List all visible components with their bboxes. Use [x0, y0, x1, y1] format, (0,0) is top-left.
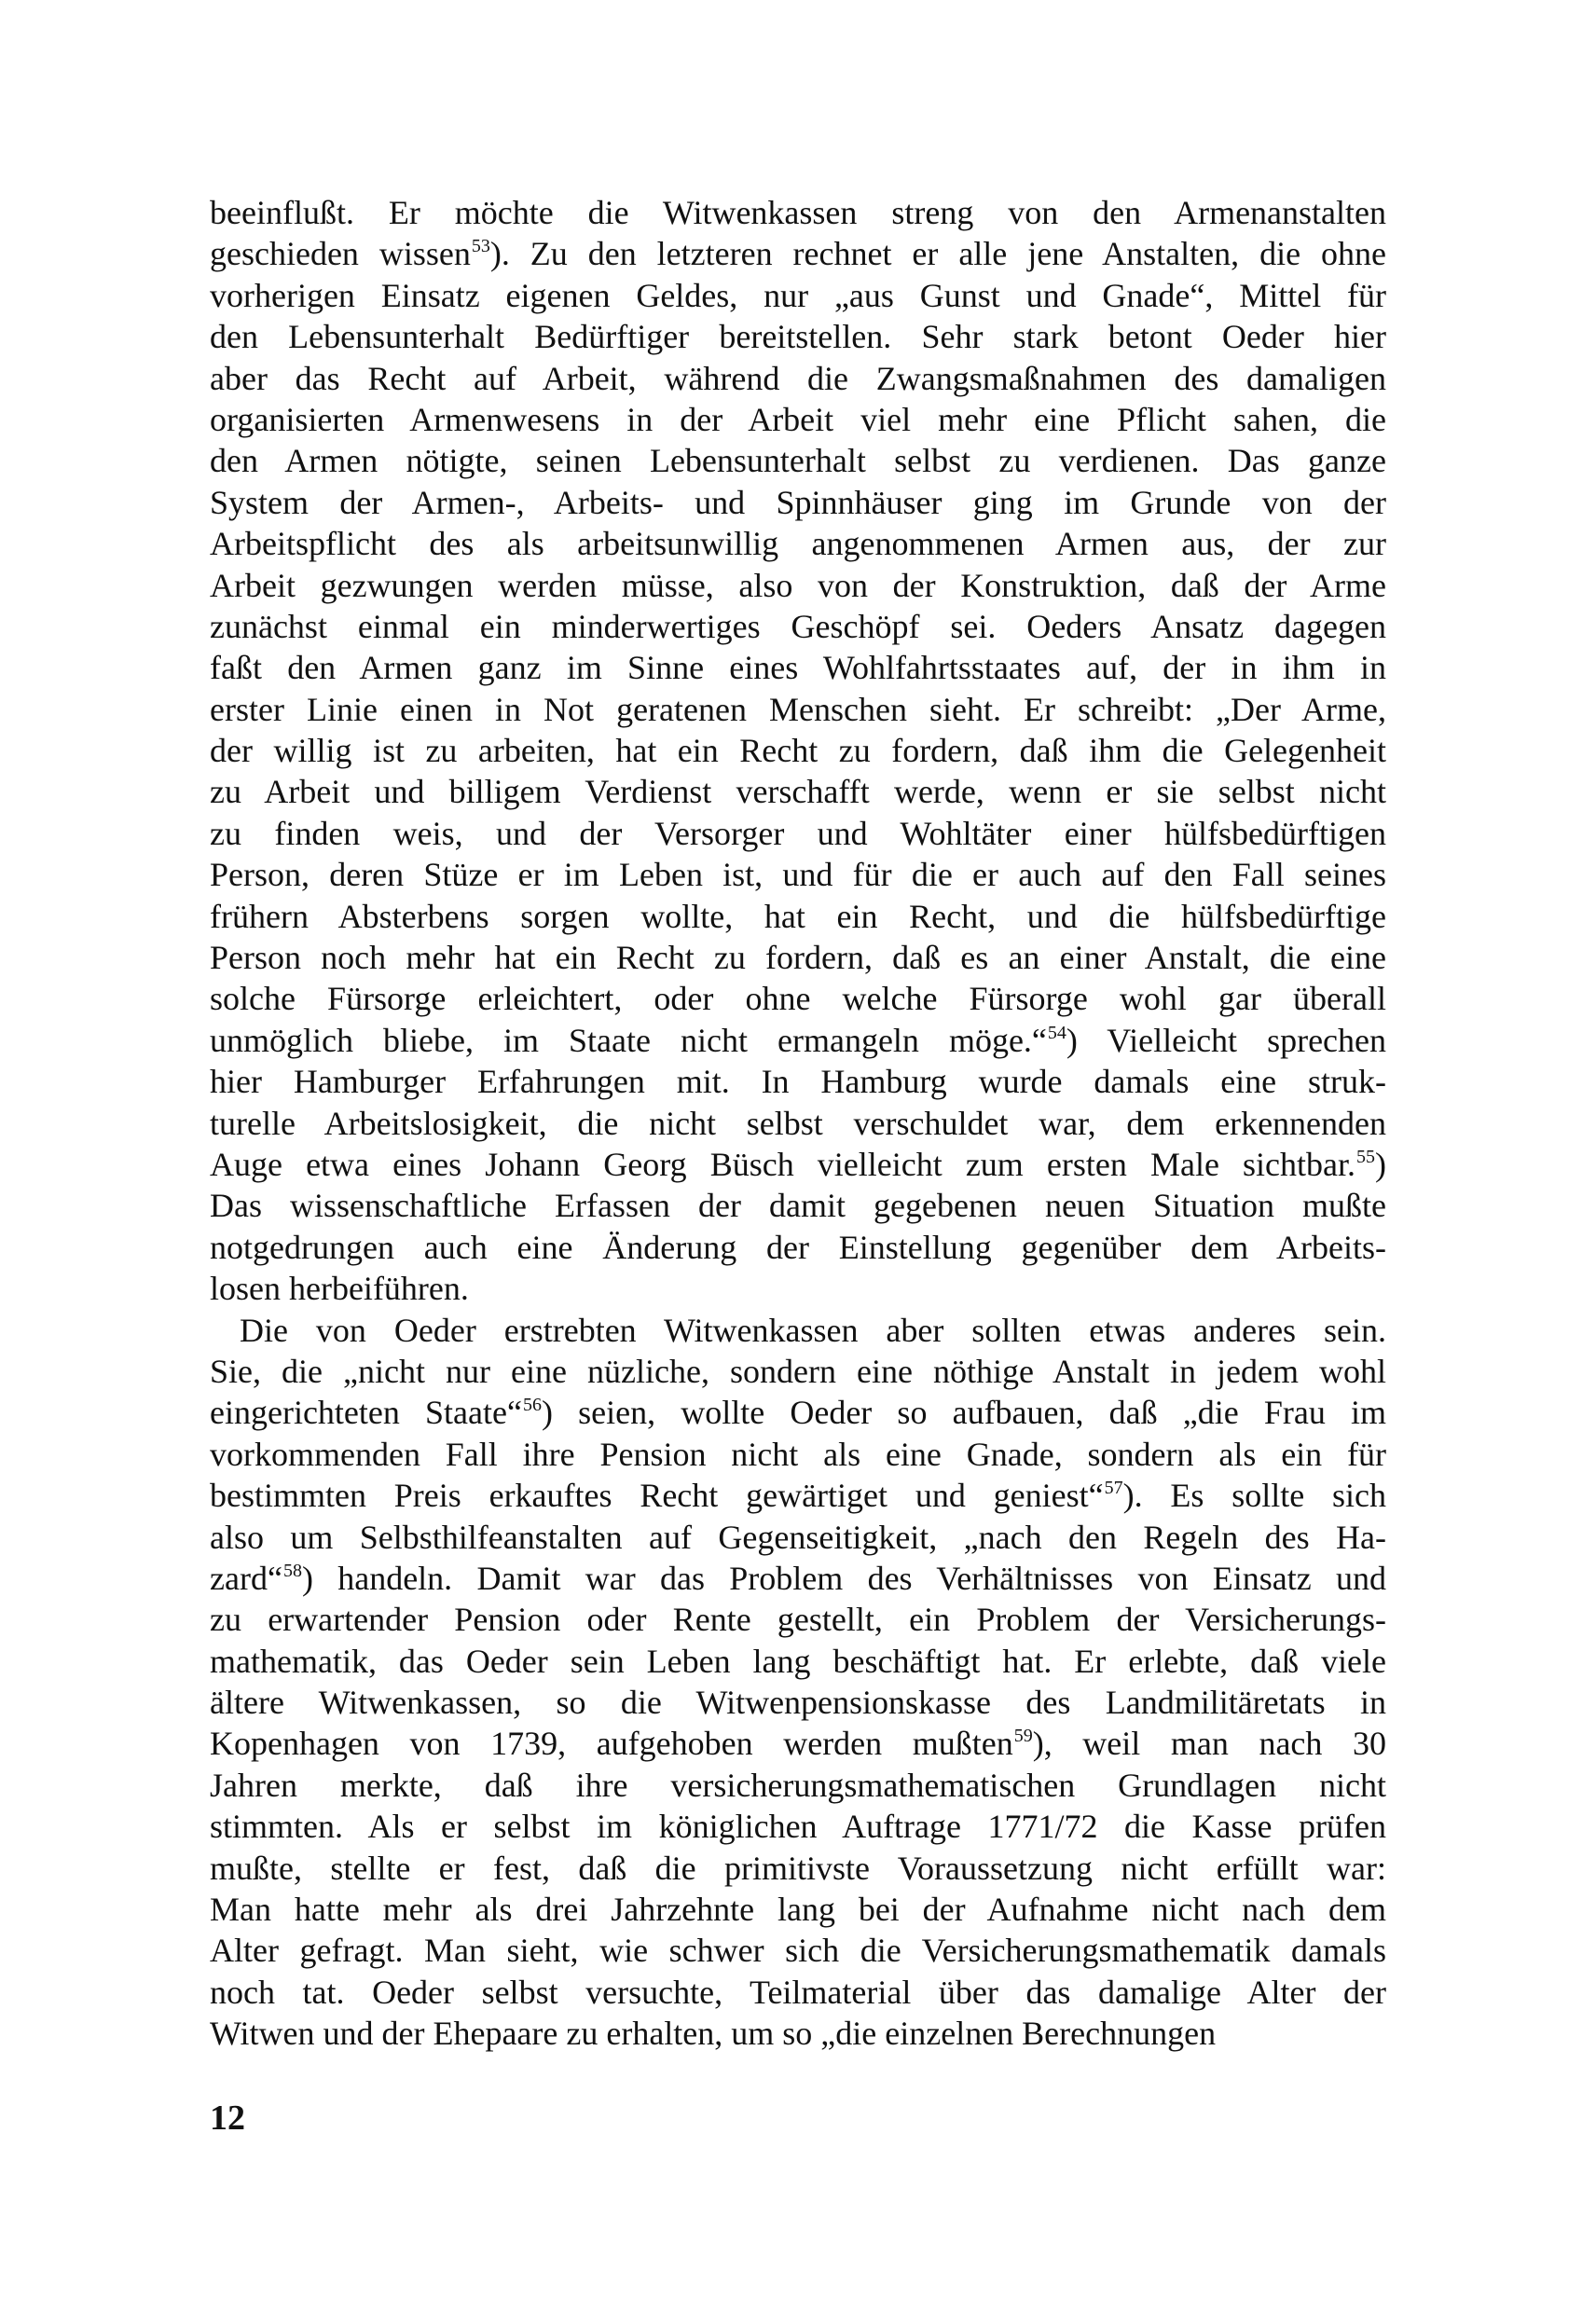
- line-text: der willig ist zu arbeiten, hat ein Recht zu fordern, daß ihm die Gelegenheit: [210, 732, 1386, 770]
- line-text: eingerichteten Staate“: [210, 1394, 522, 1432]
- text-line: [210, 689, 1386, 730]
- line-text: zunächst einmal ein minderwertiges Geschöpf sei. Oeders Ansatz dagegen: [210, 607, 1386, 645]
- line-text: den Lebensunterhalt Bedürftiger bereitstellen. Sehr stark betont Oeder hier: [210, 318, 1386, 356]
- page-body: [210, 192, 1386, 2055]
- line-text: ). Zu den letzteren rechnet er alle jene Anstalten, die ohne: [489, 235, 1386, 273]
- line-text: zu erwartender Pension oder Rente gestellt, ein Problem der Versicherungs-: [210, 1601, 1386, 1639]
- line-text: turelle Arbeitslosigkeit, die nicht selbst verschuldet war, dem erkennenden: [210, 1104, 1386, 1142]
- text-line: [210, 1351, 1386, 1392]
- text-line: [210, 565, 1386, 606]
- footnote-ref: 58: [282, 1560, 302, 1581]
- text-line: [210, 1889, 1386, 1930]
- line-text: Kopenhagen von 1739, aufgehoben werden mußten: [210, 1725, 1013, 1763]
- line-text: ) seien, wollte Oeder so aufbauen, daß „die Frau im: [541, 1394, 1386, 1432]
- text-line: [210, 1434, 1386, 1475]
- line-text: zard“: [210, 1559, 282, 1597]
- line-text: Person, deren Stüze er im Leben ist, und für die er auch auf den Fall seines: [210, 856, 1386, 894]
- line-text: Die von Oeder erstrebten Witwenkassen aber sollten etwas anderes sein.: [240, 1311, 1386, 1349]
- line-text: vorherigen Einsatz eigenen Geldes, nur „aus Gunst und Gnade“, Mittel für: [210, 276, 1386, 314]
- line-text: Sie, die „nicht nur eine nüzliche, sondern eine nöthige Anstalt in jedem wohl: [210, 1352, 1386, 1390]
- line-text: Witwen und der Ehepaare zu erhalten, um so „die einzelnen Berechnungen: [210, 2015, 1217, 2053]
- line-text: solche Fürsorge erleichtert, oder ohne welche Fürsorge wohl gar überall: [210, 980, 1386, 1018]
- text-line: [210, 192, 1386, 233]
- line-text: stimmten. Als er selbst im königlichen Auftrage 1771/72 die Kasse prüfen: [210, 1808, 1386, 1846]
- line-text: Man hatte mehr als drei Jahrzehnte lang bei der Aufnahme nicht nach dem: [210, 1891, 1386, 1929]
- line-text: geschieden wissen: [210, 235, 471, 273]
- line-text: unmöglich bliebe, im Staate nicht ermangeln möge.“: [210, 1021, 1047, 1059]
- footnote-ref: 53: [471, 236, 490, 257]
- line-text: den Armen nötigte, seinen Lebensunterhalt selbst zu verdienen. Das ganze: [210, 442, 1386, 480]
- text-line: [210, 1103, 1386, 1144]
- text-line: [210, 978, 1386, 1019]
- text-line: [210, 1185, 1386, 1226]
- text-line: [210, 730, 1386, 771]
- text-line: [210, 1310, 1386, 1351]
- text-line: [210, 316, 1386, 357]
- text-line: [210, 1475, 1386, 1516]
- footnote-ref: 56: [522, 1395, 542, 1416]
- line-text: beeinflußt. Er möchte die Witwenkassen streng von den Armenanstalten: [210, 194, 1386, 231]
- text-line: [210, 1517, 1386, 1558]
- text-line: [210, 813, 1386, 854]
- text-line: [210, 1599, 1386, 1640]
- line-text: zu Arbeit und billigem Verdienst verschafft werde, wenn er sie selbst nicht: [210, 773, 1386, 811]
- text-line: [210, 1227, 1386, 1268]
- line-text: ). Es sollte sich: [1122, 1477, 1386, 1515]
- text-line: [210, 399, 1386, 440]
- text-line: [210, 937, 1386, 978]
- line-text: ältere Witwenkassen, so die Witwenpensionskasse des Landmilitäretats in: [210, 1684, 1386, 1722]
- text-line: [210, 523, 1386, 564]
- line-text: ) handeln. Damit war das Problem des Verhältnisses von Einsatz und: [301, 1559, 1386, 1597]
- text-line: [210, 1972, 1386, 2013]
- text-line: [210, 647, 1386, 688]
- line-text: bestimmten Preis erkauftes Recht gewärtiget und geniest“: [210, 1477, 1104, 1515]
- line-text: frühern Absterbens sorgen wollte, hat ein Recht, und die hülfsbedürftige: [210, 897, 1386, 935]
- line-text: Arbeitspflicht des als arbeitsunwillig angenommenen Armen aus, der zur: [210, 525, 1386, 563]
- text-line: [210, 1723, 1386, 1764]
- text-line: [210, 1268, 1386, 1309]
- text-line: [210, 1392, 1386, 1433]
- line-text: System der Armen-, Arbeits- und Spinnhäuser ging im Grunde von der: [210, 483, 1386, 521]
- text-line: [210, 1848, 1386, 1889]
- line-text: Auge etwa eines Johann Georg Büsch vielleicht zum ersten Male sichtbar.: [210, 1145, 1355, 1183]
- paragraph-1: [210, 192, 1386, 1310]
- line-text: erster Linie einen in Not geratenen Menschen sieht. Er schreibt: „Der Arme,: [210, 690, 1386, 728]
- line-text: Arbeit gezwungen werden müsse, also von der Konstruktion, daß der Arme: [210, 566, 1386, 604]
- footnote-ref: 59: [1013, 1726, 1033, 1747]
- line-text: Jahren merkte, daß ihre versicherungsmathematischen Grundlagen nicht: [210, 1766, 1386, 1804]
- line-text: hier Hamburger Erfahrungen mit. In Hamburg wurde damals eine struk-: [210, 1063, 1386, 1101]
- paragraph-2: [210, 1310, 1386, 2055]
- line-text: mußte, stellte er fest, daß die primitivste Voraussetzung nicht erfüllt war:: [210, 1849, 1386, 1887]
- text-line: [210, 233, 1386, 274]
- line-text: aber das Recht auf Arbeit, während die Zwangsmaßnahmen des damaligen: [210, 359, 1386, 397]
- line-text: mathematik, das Oeder sein Leben lang beschäftigt hat. Er erlebte, daß viele: [210, 1642, 1386, 1680]
- text-line: [210, 358, 1386, 399]
- line-text: ), weil man nach 30: [1032, 1725, 1386, 1763]
- line-text: ): [1375, 1145, 1386, 1183]
- text-line: [210, 854, 1386, 895]
- text-line: [210, 1765, 1386, 1806]
- line-text: notgedrungen auch eine Änderung der Einstellung gegenüber dem Arbeits-: [210, 1228, 1386, 1266]
- text-line: [210, 2013, 1386, 2054]
- text-line: [210, 1682, 1386, 1723]
- line-text: zu finden weis, und der Versorger und Wohltäter einer hülfsbedürftigen: [210, 814, 1386, 852]
- footnote-ref: 54: [1047, 1022, 1066, 1043]
- line-text: Person noch mehr hat ein Recht zu fordern, daß es an einer Anstalt, die eine: [210, 939, 1386, 977]
- text-line: [210, 1020, 1386, 1061]
- text-line: [210, 1641, 1386, 1682]
- line-text: ) Vielleicht sprechen: [1066, 1021, 1386, 1059]
- line-text: also um Selbsthilfeanstalten auf Gegenseitigkeit, „nach den Regeln des Ha-: [210, 1518, 1386, 1556]
- footnote-ref: 55: [1356, 1146, 1375, 1167]
- line-text: noch tat. Oeder selbst versuchte, Teilmaterial über das damalige Alter der: [210, 1973, 1386, 2011]
- text-line: [210, 482, 1386, 523]
- footnote-ref: 57: [1104, 1478, 1123, 1499]
- text-line: [210, 1061, 1386, 1102]
- line-text: faßt den Armen ganz im Sinne eines Wohlfahrtsstaates auf, der in ihm in: [210, 649, 1386, 687]
- line-text: losen herbeiführen.: [210, 1270, 469, 1308]
- text-line: [210, 606, 1386, 647]
- text-line: [210, 1144, 1386, 1185]
- text-line: [210, 1930, 1386, 1971]
- text-line: [210, 771, 1386, 812]
- line-text: organisierten Armenwesens in der Arbeit viel mehr eine Pflicht sahen, die: [210, 400, 1386, 438]
- text-line: [210, 275, 1386, 316]
- text-line: [210, 440, 1386, 481]
- line-text: Das wissenschaftliche Erfassen der damit gegebenen neuen Situation mußte: [210, 1187, 1386, 1225]
- page-number: 12: [210, 2099, 245, 2138]
- text-line: [210, 896, 1386, 937]
- line-text: vorkommenden Fall ihre Pension nicht als eine Gnade, sondern als ein für: [210, 1435, 1386, 1473]
- text-line: [210, 1806, 1386, 1847]
- line-text: Alter gefragt. Man sieht, wie schwer sich die Versicherungsmathematik damals: [210, 1932, 1386, 1970]
- text-line: [210, 1558, 1386, 1599]
